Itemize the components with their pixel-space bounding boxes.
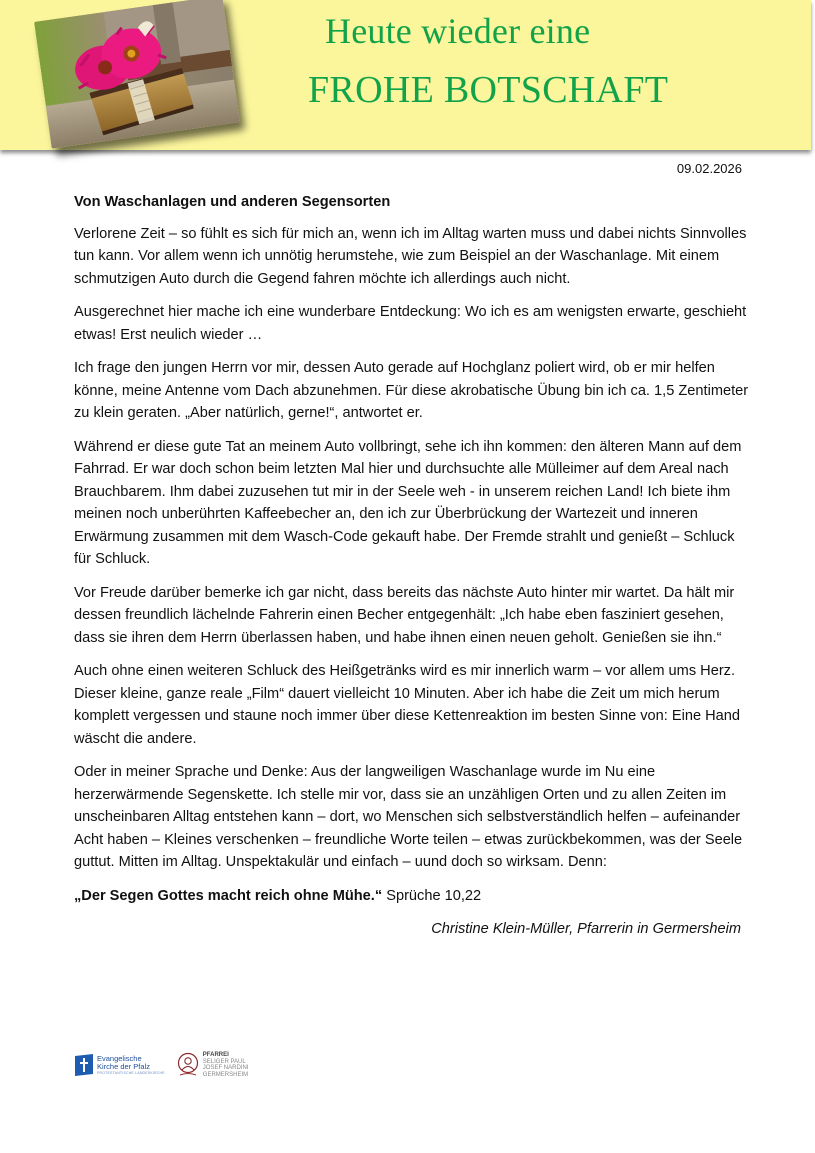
signature: Christine Klein-Müller, Pfarrerin in Germersheim (431, 921, 741, 937)
paragraph: Oder in meiner Sprache und Denke: Aus der langweiligen Waschanlage wurde im Nu eine herzerwärmende Segenskette. Ich stelle mir vor, dass sie an unzähligen Orten und zu allen Zeiten im unscheinbaren Alltag entstehen kann – dort, wo Menschen sich selbstverständlich helfen – aufeinander Acht haben – Kleines verschenken – freundliche Worte teilen – etwas zurückbekommen, was der Seele guttut. Mitten im Alltag. Unspektakulär und einfach – uund doch so wirksam. Denn: (74, 764, 743, 870)
quote-text: „Der Segen Gottes macht reich ohne Mühe.“ (74, 887, 383, 904)
logo-pfarrei-nardini[interactable] (177, 1052, 249, 1078)
logo-evangelische-kirche[interactable] (74, 1054, 165, 1076)
quote-reference: Sprüche 10,22 (386, 887, 482, 904)
paragraph: Ich frage den jungen Herrn vor mir, dessen Auto gerade auf Hochglanz poliert wird, ob er mir helfen könne, meine Antenne vom Dach abzunehmen. Für diese akrobatische Übung bin ich ca. 1,5 Zentimeter zu klein geraten. „Aber natürlich, gerne!“, antwortet er. (74, 360, 749, 421)
header-photo (34, 0, 240, 149)
paragraph: Ausgerechnet hier mache ich eine wunderbare Entdeckung: Wo ich es am wenigsten erwarte, geschieht etwas! Erst neulich wieder … (74, 304, 747, 343)
flowers-book-image (34, 0, 240, 149)
title-line-1: Heute wieder eine (325, 11, 591, 51)
logo2-line1: PFARREI (202, 1052, 229, 1058)
logo2-line3: JOSEF NARDINI (202, 1065, 249, 1071)
logo2-line4: GERMERSHEIM (202, 1071, 249, 1078)
publication-date: 09.02.2026 (676, 161, 742, 176)
bible-quote (74, 885, 754, 908)
title-line-2: FROHE BOTSCHAFT (308, 69, 669, 111)
paragraph: Während er diese gute Tat an meinem Auto vollbringt, sehe ich ihn kommen: den älteren Mann auf dem Fahrrad. Er war doch schon beim letzten Mal hier und durchsuchte alle Mülleimer auf dem Areal nach Brauchbarem. Ihm dabei zuzusehen tut mir in der Seele weh - in unserem reichen Land! Ich biete ihm meinen noch unberührten Kaffeebecher an, den ich zur Überbrückung der Wartezeit und inneren Erwärmung zusammen mit dem Wasch-Code gekauft habe. Der Fremde strahlt und genießt – Schluck für Schluck. (74, 438, 742, 567)
portrait-medallion-icon (177, 1052, 199, 1078)
paragraph: Auch ohne einen weiteren Schluck des Heißgetränks wird es mir innerlich warm – vor allem ums Herz. Dieser kleine, ganze reale „Film“ dauert vielleicht 10 Minuten. Aber ich habe die Zeit um mich herum komplett vergessen und staune noch immer über diese Kettenreaktion im besten Sinne von: Eine Hand wäscht die andere. (74, 663, 741, 747)
logo1-subline: PROTESTANTISCHE LANDESKIRCHE (97, 1071, 165, 1075)
paragraph: Verlorene Zeit – so fühlt es sich für mich an, wenn ich im Alltag warten muss und dabei nichts Sinnvolles tun kann. Vor allem wenn ich unnötig herumstehe, wie zum Beispiel an der Waschanlage. Mit einem schmutzigen Auto durch die Gegend fahren möchte ich allerdings auch nicht. (74, 225, 747, 287)
logo2-line2: SELIGER PAUL (202, 1058, 246, 1065)
article-heading: Von Waschanlagen und anderen Segensorten (74, 194, 391, 210)
article (74, 191, 754, 941)
logo1-line1: Evangelische (97, 1054, 142, 1063)
paragraph: Vor Freude darüber bemerke ich gar nicht, dass bereits das nächste Auto hinter mir wartet. Da hält mir dessen freundlich lächelnde Fahrerin einen Becher entgegenhält: „Ich habe eben fasziniert gesehen, dass sie ihren dem Herrn überlassen haben, und habe ihnen einen neuen geholt. Genießen sie ihn.“ (74, 584, 735, 646)
cross-flag-icon (74, 1054, 94, 1076)
logo1-line2: Kirche der Pfalz (97, 1062, 150, 1071)
footer-logos (74, 1050, 248, 1080)
header-banner (0, 0, 811, 150)
